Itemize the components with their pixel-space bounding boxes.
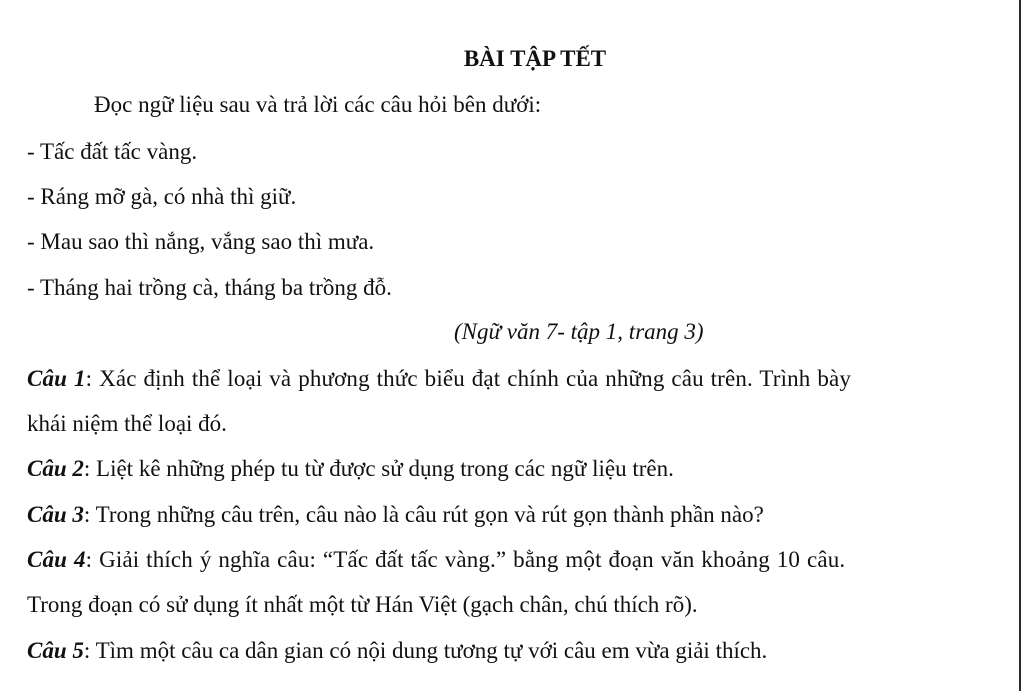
document-title: BÀI TẬP TẾT [463, 46, 607, 71]
question-1 [27, 365, 851, 393]
proverb-item: - Tấc đất tấc vàng. [27, 139, 198, 164]
question-label: Câu 2 [27, 456, 84, 481]
question-text: : Tìm một câu ca dân gian có nội dung tương tự với câu em vừa giải thích. [83, 638, 768, 663]
question-label: Câu 5 [27, 638, 84, 663]
instruction-text: Đọc ngữ liệu sau và trả lời các câu hỏi bên dưới: [94, 92, 542, 117]
page-edge-divider [1019, 0, 1021, 691]
proverb-item: - Ráng mỡ gà, có nhà thì giữ. [27, 184, 297, 209]
question-label: Câu 1 [27, 366, 86, 391]
question-label: Câu 3 [27, 502, 84, 527]
question-5 [27, 637, 767, 665]
question-text: : Trong những câu trên, câu nào là câu rút gọn và rút gọn thành phần nào? [83, 502, 764, 527]
question-4-continuation: Trong đoạn có sử dụng ít nhất một từ Hán Việt (gạch chân, chú thích rõ). [27, 592, 698, 617]
proverb-item: - Tháng hai trồng cà, tháng ba trồng đỗ. [27, 275, 392, 300]
proverb-item: - Mau sao thì nắng, vắng sao thì mưa. [27, 229, 375, 254]
source-citation: (Ngữ văn 7- tập 1, trang 3) [454, 319, 704, 344]
question-1-continuation: khái niệm thể loại đó. [27, 411, 227, 436]
question-label: Câu 4 [27, 547, 86, 572]
question-4 [27, 546, 845, 574]
question-text: : Liệt kê những phép tu từ được sử dụng trong các ngữ liệu trên. [83, 456, 674, 481]
question-3 [27, 501, 764, 529]
question-text: : Xác định thể loại và phương thức biểu đạt chính của những câu trên. Trình bày [85, 366, 851, 391]
question-2 [27, 455, 674, 483]
question-text: : Giải thích ý nghĩa câu: “Tấc đất tấc vàng.” bằng một đoạn văn khoảng 10 câu. [85, 547, 846, 572]
